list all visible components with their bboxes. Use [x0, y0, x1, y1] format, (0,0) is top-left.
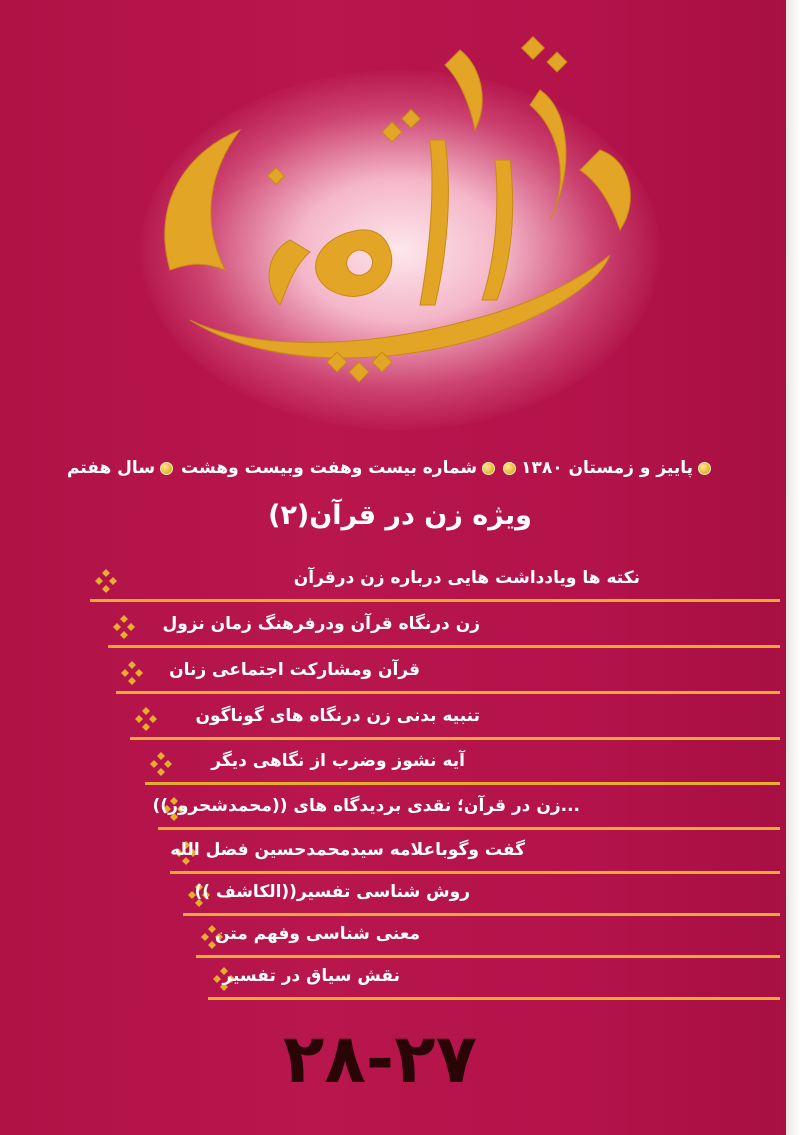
diamond-shape — [150, 760, 158, 768]
diamond-bullet-icon — [149, 751, 173, 777]
page-edge — [786, 0, 800, 1135]
toc-item-text: گفت وگوباعلامه سیدمحمدحسین فضل الله — [170, 840, 525, 860]
diamond-shape — [142, 723, 150, 731]
diamond-bullet-icon — [120, 660, 144, 686]
diamond-shape — [95, 577, 103, 585]
diamond-cluster-icon — [112, 614, 136, 640]
toc-divider — [130, 737, 780, 740]
toc-divider — [145, 782, 780, 785]
toc-item — [145, 745, 780, 785]
diamond-shape — [135, 669, 143, 677]
diamond-shape — [149, 715, 157, 723]
toc-item-text: نقش سیاق در تفسیر — [222, 966, 400, 986]
toc-item-text: زن درنگاه قرآن ودرفرهنگ زمان نزول — [162, 614, 480, 634]
diamond-shape — [109, 577, 117, 585]
diamond-shape — [157, 752, 165, 760]
toc-divider — [108, 645, 780, 648]
toc-item — [152, 790, 780, 830]
diamond-shape — [102, 585, 110, 593]
toc-divider — [158, 827, 780, 830]
diamond-shape — [127, 623, 135, 631]
info-year-text: سال هفتم — [66, 458, 156, 478]
toc-divider — [196, 955, 780, 958]
diamond-shape — [213, 975, 221, 983]
toc-item-text: نکته ها ویادداشت هایی درباره زن درقرآن — [293, 568, 640, 588]
toc-divider — [183, 913, 780, 916]
toc-item — [90, 562, 780, 602]
toc-item-text: معنی شناسی وفهم متن — [215, 924, 420, 944]
diamond-cluster-icon — [149, 751, 173, 777]
diamond-bullet-icon — [134, 706, 158, 732]
diamond-cluster-icon — [120, 660, 144, 686]
diamond-cluster-icon — [134, 706, 158, 732]
toc-item — [108, 608, 780, 648]
toc-item — [196, 918, 780, 958]
toc-divider — [90, 599, 780, 602]
toc-item — [183, 876, 780, 916]
toc-item — [130, 700, 780, 740]
special-issue-title: ویژه زن در قرآن(۲) — [268, 500, 532, 531]
diamond-shape — [201, 933, 209, 941]
toc-item — [116, 654, 780, 694]
diamond-shape — [120, 615, 128, 623]
diamond-shape — [157, 768, 165, 776]
toc-item-text: آیه نشوز وضرب از نگاهی دیگر — [211, 751, 465, 771]
toc-item-text: ...زن در قرآن؛ نقدی بردیدگاه های ((محمدشحرور)) — [152, 796, 580, 816]
diamond-shape — [128, 661, 136, 669]
toc-item — [170, 834, 780, 874]
diamond-shape — [121, 669, 129, 677]
diamond-shape — [135, 715, 143, 723]
diamond-shape — [113, 623, 121, 631]
diamond-shape — [164, 760, 172, 768]
diamond-bullet-icon — [112, 614, 136, 640]
toc-divider — [116, 691, 780, 694]
diamond-cluster-icon — [94, 568, 118, 594]
diamond-shape — [128, 677, 136, 685]
toc-divider — [208, 997, 780, 1000]
toc-item-text: روش شناسی تفسیر((الکاشف )) — [194, 882, 470, 902]
diamond-shape — [102, 569, 110, 577]
diamond-bullet-icon — [94, 568, 118, 594]
toc-item-text: قرآن ومشارکت اجتماعی زنان — [169, 660, 420, 680]
info-season-text: پاییز و زمستان ۱۳۸۰ — [521, 458, 694, 478]
issue-number: ۲۸-۲۷ — [282, 1020, 478, 1099]
toc-item — [208, 960, 780, 1000]
diamond-shape — [142, 707, 150, 715]
toc-item-text: تنبیه بدنی زن درنگاه های گوناگون — [195, 706, 480, 726]
diamond-shape — [120, 631, 128, 639]
toc-divider — [170, 871, 780, 874]
info-issue-text: شماره بیست وهفت وبیست وهشت — [181, 458, 478, 478]
